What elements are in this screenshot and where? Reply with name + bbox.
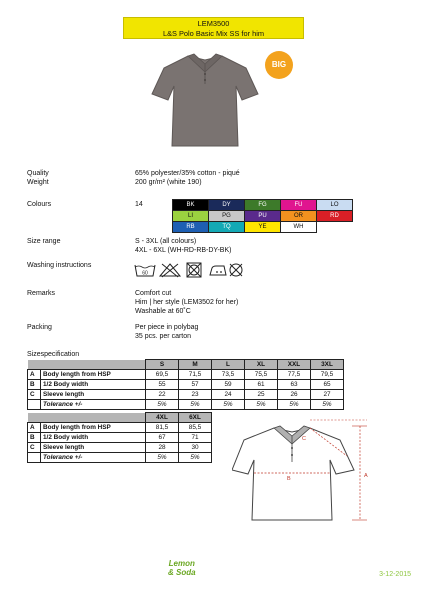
colour-swatch-dy: DY xyxy=(209,200,245,211)
diagram-label-a: A xyxy=(364,473,368,479)
blank-cell xyxy=(28,360,41,370)
measure-value: 69,5 xyxy=(146,370,179,380)
colours-grid xyxy=(172,199,353,233)
iron-icon xyxy=(210,266,226,275)
measurement-diagram xyxy=(232,418,402,533)
measure-value: 5% xyxy=(179,453,212,463)
measure-name: Body length from HSP xyxy=(41,370,146,380)
measure-value: 75,5 xyxy=(245,370,278,380)
colour-swatch-tq: TQ xyxy=(209,222,245,233)
size-row xyxy=(28,443,212,453)
measure-value: 55 xyxy=(146,380,179,390)
size-header-s: S xyxy=(146,360,179,370)
quality-value: 65% polyester/35% cotton - piqué xyxy=(135,170,240,177)
measure-value: 26 xyxy=(278,390,311,400)
colours-label: Colours xyxy=(27,201,52,208)
colour-swatch-bk: BK xyxy=(173,200,209,211)
measure-name: Tolerance +/- xyxy=(41,453,146,463)
measure-value: 30 xyxy=(179,443,212,453)
measure-key: B xyxy=(28,380,41,390)
size-range-line1: S - 3XL (all colours) xyxy=(135,238,197,245)
product-title: L&S Polo Basic Mix SS for him xyxy=(162,29,265,38)
remarks-line1: Comfort cut xyxy=(135,290,172,297)
measure-value: 79,5 xyxy=(311,370,344,380)
measure-name: Tolerance +/- xyxy=(41,400,146,410)
measure-value: 63 xyxy=(278,380,311,390)
measure-value: 27 xyxy=(311,390,344,400)
lemon-soda-logo xyxy=(168,559,196,577)
size-header-row xyxy=(28,413,212,423)
colour-swatch-pg: PG xyxy=(209,211,245,222)
packing-line1: Per piece in polybag xyxy=(135,324,199,331)
blank-cell xyxy=(28,413,41,423)
measure-value: 81,5 xyxy=(146,423,179,433)
size-table-big xyxy=(27,412,212,463)
colour-swatch-fu: FU xyxy=(281,200,317,211)
measure-value: 67 xyxy=(146,433,179,443)
measure-value: 85,5 xyxy=(179,423,212,433)
size-range-label: Size range xyxy=(27,238,61,245)
big-size-badge: BIG xyxy=(265,51,293,79)
size-header-xl: XL xyxy=(245,360,278,370)
size-row xyxy=(28,400,344,410)
measure-value: 5% xyxy=(245,400,278,410)
measure-name: 1/2 Body width xyxy=(41,433,146,443)
measure-value: 25 xyxy=(245,390,278,400)
quality-label: Quality xyxy=(27,170,49,177)
sizespec-label: Sizespecification xyxy=(27,351,80,358)
measure-key xyxy=(28,400,41,410)
wash-temp-text: 60 xyxy=(142,270,148,277)
measure-value: 59 xyxy=(212,380,245,390)
blank-cell xyxy=(41,360,146,370)
measure-value: 5% xyxy=(278,400,311,410)
colour-swatch-lo: LO xyxy=(317,200,353,211)
measure-value: 5% xyxy=(179,400,212,410)
measure-key: A xyxy=(28,370,41,380)
polo-shirt-image xyxy=(150,50,260,150)
measure-value: 5% xyxy=(212,400,245,410)
colour-swatch-pu: PU xyxy=(245,211,281,222)
measure-value: 71,5 xyxy=(179,370,212,380)
size-row xyxy=(28,423,212,433)
washing-symbols xyxy=(134,262,246,283)
weight-label: Weight xyxy=(27,179,49,186)
measure-key: A xyxy=(28,423,41,433)
size-row xyxy=(28,380,344,390)
colour-row xyxy=(173,200,353,211)
weight-value: 200 gr/m² (white 190) xyxy=(135,179,202,186)
measure-name: Sleeve length xyxy=(41,390,146,400)
colour-swatch-rb: RB xyxy=(173,222,209,233)
no-tumble-dry-icon xyxy=(187,263,201,277)
size-row xyxy=(28,370,344,380)
wash-tub-icon xyxy=(135,265,155,277)
size-header-6xl: 6XL xyxy=(179,413,212,423)
size-header-m: M xyxy=(179,360,212,370)
size-header-3xl: 3XL xyxy=(311,360,344,370)
no-bleach-icon xyxy=(160,264,180,277)
remarks-line3: Washable at 60˚C xyxy=(135,308,191,315)
size-table-regular xyxy=(27,359,344,410)
measure-value: 61 xyxy=(245,380,278,390)
measure-name: Sleeve length xyxy=(41,443,146,453)
packing-label: Packing xyxy=(27,324,52,331)
colour-swatch-li: LI xyxy=(173,211,209,222)
measure-key: C xyxy=(28,443,41,453)
colour-swatch-ye: YE xyxy=(245,222,281,233)
logo-text-line1: Lemon xyxy=(168,559,195,568)
measure-key xyxy=(28,453,41,463)
measure-value: 22 xyxy=(146,390,179,400)
measure-value: 5% xyxy=(146,453,179,463)
measure-value: 23 xyxy=(179,390,212,400)
remarks-label: Remarks xyxy=(27,290,56,297)
size-header-l: L xyxy=(212,360,245,370)
colours-count: 14 xyxy=(135,201,143,208)
colour-swatch-rd: RD xyxy=(317,211,353,222)
size-row xyxy=(28,433,212,443)
measure-value: 28 xyxy=(146,443,179,453)
measure-value: 73,5 xyxy=(212,370,245,380)
measure-value: 71 xyxy=(179,433,212,443)
colour-swatch-wh: WH xyxy=(281,222,317,233)
blank-cell xyxy=(41,413,146,423)
measure-key: C xyxy=(28,390,41,400)
size-header-xxl: XXL xyxy=(278,360,311,370)
diagram-label-c: C xyxy=(302,436,306,442)
colour-swatch-fg: FG xyxy=(245,200,281,211)
washing-label: Washing instructions xyxy=(27,262,92,269)
colour-swatch-or: OR xyxy=(281,211,317,222)
measure-value: 57 xyxy=(179,380,212,390)
measure-value: 5% xyxy=(311,400,344,410)
product-header xyxy=(123,17,304,39)
measure-name: Body length from HSP xyxy=(41,423,146,433)
diagram-label-b: B xyxy=(287,476,291,482)
measure-value: 65 xyxy=(311,380,344,390)
logo-text-line2: & Soda xyxy=(168,568,196,577)
measure-value: 77,5 xyxy=(278,370,311,380)
size-range-line2: 4XL - 6XL (WH-RD-RB-DY-BK) xyxy=(135,247,232,254)
size-row xyxy=(28,453,212,463)
document-date: 3-12-2015 xyxy=(379,571,411,578)
packing-line2: 35 pcs. per carton xyxy=(135,333,192,340)
size-row xyxy=(28,390,344,400)
measure-value: 24 xyxy=(212,390,245,400)
size-header-4xl: 4XL xyxy=(146,413,179,423)
colour-row xyxy=(173,211,353,222)
product-code: LEM3500 xyxy=(197,19,230,28)
measure-key: B xyxy=(28,433,41,443)
measure-name: 1/2 Body width xyxy=(41,380,146,390)
no-dry-clean-icon xyxy=(230,264,242,276)
colour-row xyxy=(173,222,353,233)
remarks-line2: Him | her style (LEM3502 for her) xyxy=(135,299,239,306)
measure-value: 5% xyxy=(146,400,179,410)
size-header-row xyxy=(28,360,344,370)
